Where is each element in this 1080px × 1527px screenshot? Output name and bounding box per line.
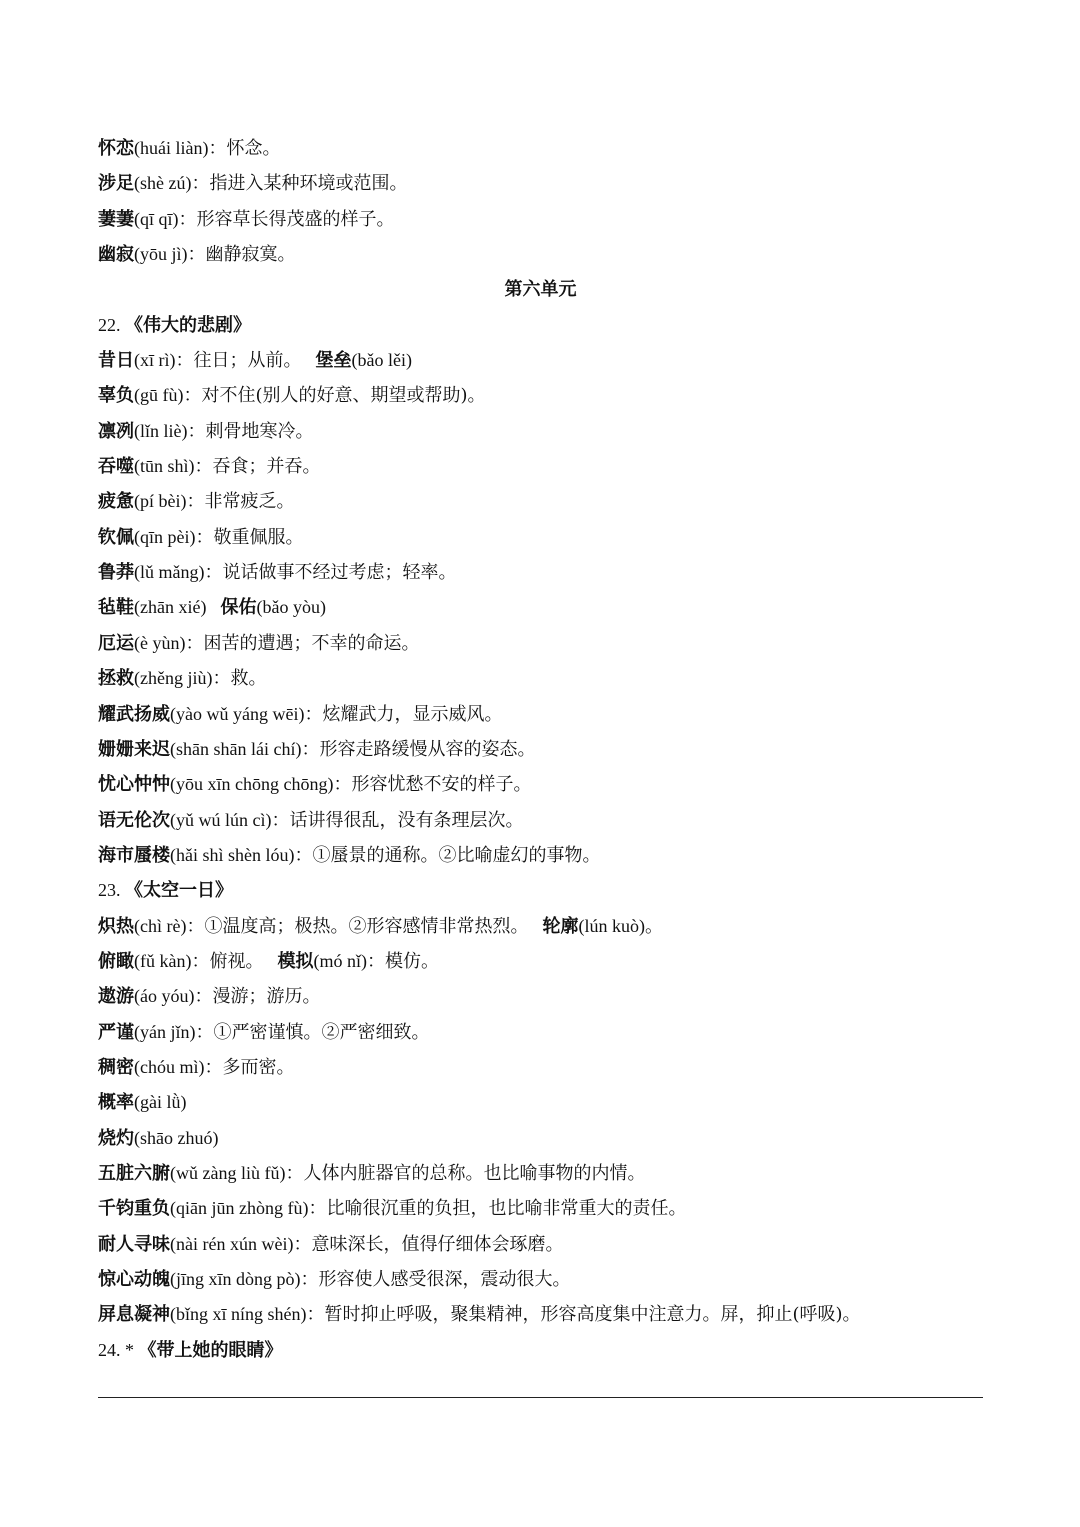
footer-rule (98, 1397, 983, 1398)
vocab-entry-line (98, 909, 983, 944)
vocab-pinyin: (shān shān lái chí) (170, 738, 302, 759)
vocab-pinyin: (bǐng xī níng shén) (170, 1304, 307, 1325)
vocab-entry-line (98, 979, 983, 1014)
vocab-entry-line (98, 1050, 983, 1085)
vocab-pinyin: (qiān jūn zhòng fù) (170, 1198, 309, 1219)
vocab-pinyin: (gài lǜ) (134, 1092, 187, 1113)
lesson-title: 《伟大的悲剧》 (125, 314, 251, 336)
vocab-pinyin: (bǎo yòu) (256, 597, 326, 618)
vocab-definition: ：对不住(别人的好意、期望或帮助)。 (183, 385, 486, 407)
document-page (98, 131, 983, 1368)
vocab-definition: ：模仿。 (366, 950, 439, 972)
vocab-definition: ：救。 (212, 668, 267, 690)
vocab-pinyin: (hǎi shì shèn lóu) (170, 844, 295, 865)
vocab-term: 屏息凝神 (98, 1304, 170, 1326)
vocab-pinyin: (yǔ wú lún cì) (170, 809, 272, 830)
vocab-pinyin: (pí bèi) (134, 491, 187, 512)
vocab-pinyin: (è yùn) (134, 632, 186, 653)
lesson-title: 《太空一日》 (125, 880, 233, 902)
vocab-pinyin: (fǔ kàn) (134, 950, 192, 971)
vocab-entry-line (98, 697, 983, 732)
vocab-definition: ：漫游；游历。 (194, 986, 321, 1008)
vocab-pinyin: (zhěng jiù) (134, 668, 213, 689)
vocab-entry-line (98, 378, 983, 413)
vocab-definition: ：怀念。 (208, 138, 281, 159)
vocab-definition: ：比喻很沉重的负担，也比喻非常重大的责任。 (308, 1198, 687, 1220)
vocab-term: 怀恋 (98, 138, 134, 159)
vocab-pinyin: (tūn shì) (134, 456, 195, 477)
vocab-entry-line (98, 590, 983, 625)
vocab-term: 忧心忡忡 (98, 774, 170, 796)
vocab-pinyin: (qīn pèi) (134, 526, 196, 547)
vocab-term: 模拟 (277, 950, 314, 972)
lesson-heading (98, 873, 983, 908)
vocab-pinyin: (lún kuò) (578, 915, 645, 936)
vocab-term: 毡鞋 (98, 597, 134, 619)
vocab-pinyin: (chì rè) (134, 915, 187, 936)
vocab-entry-line (98, 1121, 983, 1156)
vocab-definition: ：吞食；并吞。 (194, 456, 321, 478)
vocab-term: 堡垒 (315, 350, 352, 372)
vocab-term: 千钧重负 (98, 1198, 170, 1220)
vocab-entry-line (98, 626, 983, 661)
vocab-pinyin: (yōu xīn chōng chōng) (170, 774, 334, 795)
vocab-definition: ：非常疲乏。 (186, 491, 295, 513)
vocab-definition: ：俯视。 (191, 950, 264, 972)
vocab-term: 稠密 (98, 1056, 134, 1078)
vocab-pinyin: (huái liàn) (134, 138, 209, 158)
vocab-pinyin: (xī rì) (134, 350, 176, 371)
vocab-pinyin: (qī qī) (134, 208, 179, 229)
vocab-term: 昔日 (98, 350, 134, 372)
lesson-heading (98, 308, 983, 343)
vocab-entry-line (98, 1015, 983, 1050)
vocab-pinyin: (shāo zhuó) (134, 1127, 219, 1148)
vocab-definition: ：人体内脏器官的总称。也比喻事物的内情。 (285, 1162, 646, 1184)
vocab-definition: ：意味深长，值得仔细体会琢磨。 (293, 1233, 564, 1255)
vocab-pinyin: (yào wǔ yáng wēi) (170, 703, 305, 724)
vocab-pinyin: (nài rén xún wèi) (170, 1233, 294, 1254)
vocab-definition: 。 (644, 915, 663, 937)
vocab-pinyin: (bǎo lěi) (351, 350, 412, 371)
vocab-entry-line (98, 767, 983, 802)
vocab-entry-line (98, 343, 983, 378)
vocab-entry-line (98, 732, 983, 767)
vocab-pinyin: (lǐn liè) (134, 420, 188, 441)
lesson-number: 22. (98, 314, 125, 335)
vocab-entry-line (98, 484, 983, 519)
vocab-definition: ：①温度高；极热。②形容感情非常热烈。 (186, 915, 529, 937)
vocab-definition: ：话讲得很乱，没有条理层次。 (271, 809, 524, 831)
vocab-entry-line (98, 1262, 983, 1297)
vocab-term: 鲁莽 (98, 562, 134, 584)
vocab-term: 钦佩 (98, 526, 134, 548)
vocab-term: 拯救 (98, 668, 134, 690)
vocab-definition: ：形容使人感受很深，震动很大。 (300, 1269, 571, 1290)
vocab-pinyin: (gū fù) (134, 385, 184, 406)
vocab-entry-line (98, 237, 983, 272)
vocab-term: 惊心动魄 (98, 1269, 170, 1290)
vocab-definition: ：形容走路缓慢从容的姿态。 (301, 738, 536, 760)
vocab-term: 遨游 (98, 986, 134, 1008)
vocab-pinyin: (jīng xīn dòng pò) (170, 1269, 301, 1289)
vocab-entry-line (98, 803, 983, 838)
vocab-term: 萋萋 (98, 208, 134, 230)
vocab-definition: ：说话做事不经过考虑；轻率。 (204, 562, 457, 584)
vocab-pinyin: (yán jǐn) (134, 1021, 196, 1042)
vocab-entry-line (98, 414, 983, 449)
vocab-entry-line (98, 520, 983, 555)
vocab-definition: ：炫耀武力，显示威风。 (304, 703, 503, 725)
vocab-term: 海市蜃楼 (98, 844, 170, 866)
vocab-definition: ：指进入某种环境或范围。 (191, 173, 408, 195)
vocab-pinyin: (wǔ zàng liù fǔ) (170, 1162, 286, 1183)
vocab-term: 保佑 (220, 597, 257, 619)
lesson-heading (98, 1333, 983, 1368)
vocab-definition: ：①蜃景的通称。②比喻虚幻的事物。 (294, 844, 601, 866)
vocab-term: 耀武扬威 (98, 703, 170, 725)
vocab-entry-line (98, 555, 983, 590)
lesson-number: 23. (98, 880, 125, 901)
vocab-term: 厄运 (98, 632, 134, 654)
vocab-entry-line (98, 1227, 983, 1262)
vocab-term: 辜负 (98, 385, 134, 407)
vocab-term: 语无伦次 (98, 809, 170, 831)
vocab-entry-line (98, 944, 983, 979)
vocab-pinyin: (shè zú) (134, 173, 192, 194)
vocab-term: 姗姗来迟 (98, 738, 170, 760)
vocab-term: 烧灼 (98, 1127, 134, 1149)
vocab-pinyin: (mó nǐ) (313, 950, 367, 971)
vocab-definition: ：多而密。 (204, 1056, 295, 1078)
vocab-entry-line (98, 661, 983, 696)
vocab-term: 五脏六腑 (98, 1162, 170, 1184)
vocab-entry-line (98, 449, 983, 484)
vocab-definition: ：困苦的遭遇；不幸的命运。 (185, 632, 420, 654)
vocab-entry-line (98, 202, 983, 237)
vocab-term: 严谨 (98, 1021, 134, 1043)
vocab-definition: ：幽静寂寞。 (187, 244, 296, 266)
vocab-entry-line (98, 1156, 983, 1191)
vocab-pinyin: (yōu jì) (134, 244, 188, 265)
vocab-definition: ：往日；从前。 (175, 350, 302, 372)
unit-title: 第六单元 (504, 279, 577, 301)
vocab-term: 幽寂 (98, 244, 134, 266)
vocab-entry-line (98, 131, 983, 166)
vocab-entry-line (98, 1191, 983, 1226)
vocab-term: 概率 (98, 1092, 134, 1114)
vocab-pinyin: (áo yóu) (134, 986, 195, 1007)
vocab-entry-line (98, 1085, 983, 1120)
unit-heading (98, 272, 983, 307)
vocab-term: 凛冽 (98, 420, 134, 442)
vocab-pinyin: (zhān xié) (134, 597, 207, 618)
vocab-term: 炽热 (98, 915, 134, 937)
vocab-definition: ：形容忧愁不安的样子。 (333, 774, 532, 796)
vocab-definition: ：形容草长得茂盛的样子。 (178, 208, 395, 230)
vocab-term: 涉足 (98, 173, 134, 195)
vocab-pinyin: (chóu mì) (134, 1056, 205, 1077)
vocab-entry-line (98, 1297, 983, 1332)
vocab-term: 吞噬 (98, 456, 134, 478)
vocab-definition: ：①严密谨慎。②严密细致。 (195, 1021, 430, 1043)
vocab-term: 俯瞰 (98, 950, 134, 972)
vocab-pinyin: (lǔ mǎng) (134, 562, 205, 583)
vocab-term: 耐人寻味 (98, 1233, 170, 1255)
vocab-definition: ：刺骨地寒冷。 (187, 420, 314, 442)
vocab-term: 轮廓 (542, 915, 579, 937)
lesson-number: 24. * (98, 1339, 139, 1360)
vocab-entry-line (98, 838, 983, 873)
vocab-term: 疲惫 (98, 491, 134, 513)
lesson-title: 《带上她的眼睛》 (138, 1339, 283, 1361)
vocab-entry-line (98, 166, 983, 201)
vocab-definition: ：暂时抑止呼吸，聚集精神，形容高度集中注意力。屏，抑止(呼吸)。 (306, 1304, 861, 1326)
vocab-definition: ：敬重佩服。 (195, 526, 304, 548)
